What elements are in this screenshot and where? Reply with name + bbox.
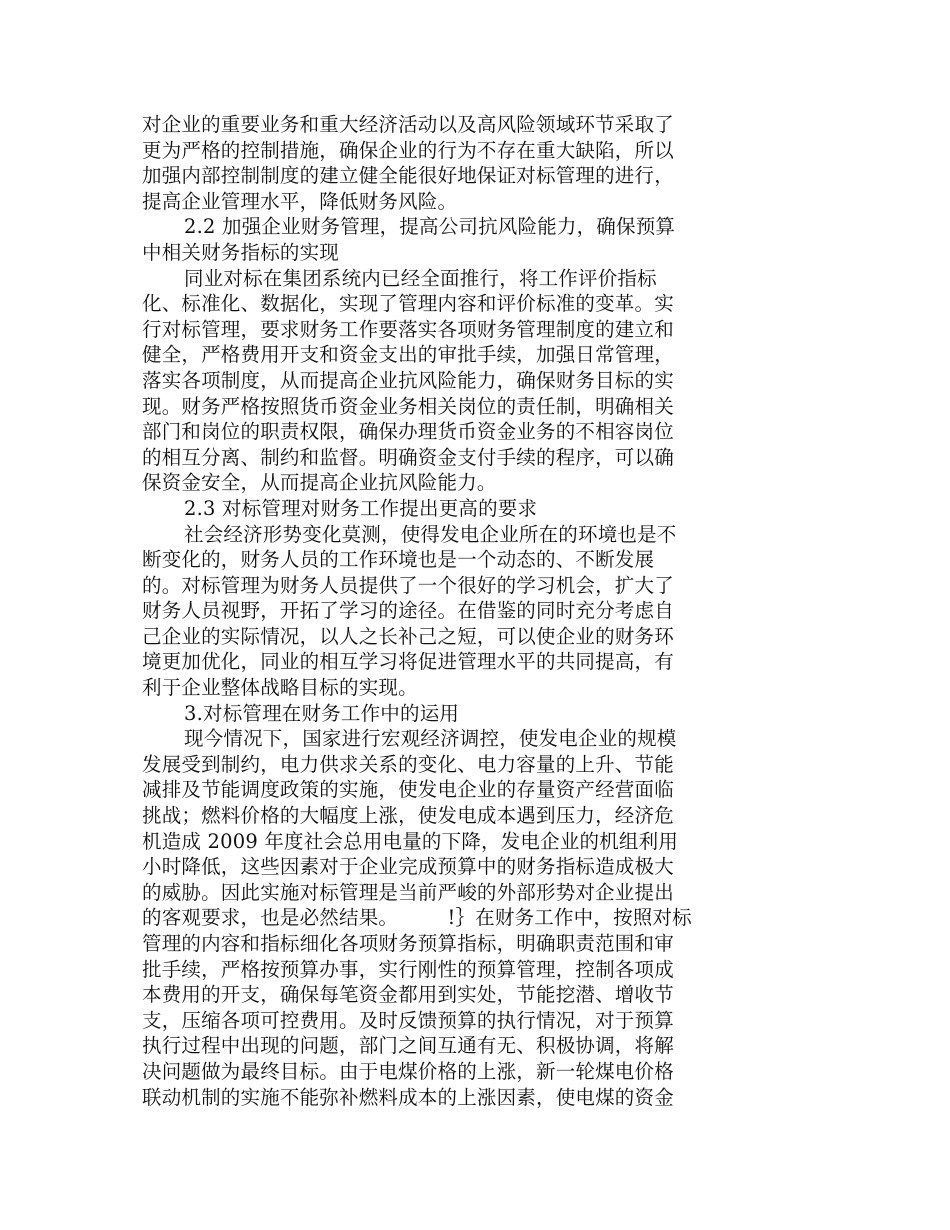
text-line: 联动机制的实施不能弥补燃料成本的上涨因素，使电煤的资金	[142, 1085, 674, 1109]
text-line: 健全，严格费用开支和资金支出的审批手续，加强日常管理，	[142, 343, 674, 367]
text-line: 决问题做为最终目标。由于电煤价格的上涨，新一轮煤电价格	[142, 1059, 674, 1083]
text-line: 保资金安全，从而提高企业抗风险能力。	[142, 471, 497, 495]
text-line: 化、标准化、数据化，实现了管理内容和评价标准的变革。实	[142, 292, 674, 316]
text-line: 境更加优化，同业的相互学习将促进管理水平的共同提高，有	[142, 650, 674, 674]
text-line: 的威胁。因此实施对标管理是当前严峻的外部形势对企业提出	[142, 880, 674, 904]
text-line: 现。财务严格按照货币资金业务相关岗位的责任制，明确相关	[142, 394, 674, 418]
text-line: 提高企业管理水平，降低财务风险。	[142, 189, 458, 213]
paragraph-start-line: 2.3 对标管理对财务工作提出更高的要求	[184, 496, 538, 520]
text-line: 的客观要求，也是必然结果。 !｝在财务工作中，按照对标	[142, 906, 692, 930]
text-line: 行对标管理，要求财务工作要落实各项财务管理制度的建立和	[142, 317, 674, 341]
text-line: 部门和岗位的职责权限，确保办理货币资金业务的不相容岗位	[142, 420, 674, 444]
text-line: 中相关财务指标的实现	[142, 240, 340, 264]
paragraph-start-line: 现今情况下，国家进行宏观经济调控，使发电企业的规模	[184, 727, 677, 751]
text-line: 的。对标管理为财务人员提供了一个很好的学习机会，扩大了	[142, 573, 674, 597]
text-line: 发展受到制约，电力供求关系的变化、电力容量的上升、节能	[142, 752, 674, 776]
text-line: 加强内部控制制度的建立健全能很好地保证对标管理的进行，	[142, 164, 674, 188]
paragraph-start-line: 同业对标在集团系统内已经全面推行，将工作评价指标	[184, 266, 657, 290]
paragraph-start-line: 社会经济形势变化莫测，使得发电企业所在的环境也是不	[184, 522, 677, 546]
text-line: 挑战；燃料价格的大幅度上涨，使发电成本遇到压力，经济危	[142, 804, 674, 828]
text-line: 管理的内容和指标细化各项财务预算指标，明确职责范围和审	[142, 932, 674, 955]
text-line: 更为严格的控制措施，确保企业的行为不存在重大缺陷，所以	[142, 138, 674, 162]
text-line: 执行过程中出现的问题，部门之间互通有无、积极协调，将解	[142, 1034, 674, 1058]
text-line: 本费用的开支，确保每笔资金都用到实处，节能挖潜、增收节	[142, 983, 674, 1007]
text-line: 落实各项制度，从而提高企业抗风险能力，确保财务目标的实	[142, 368, 674, 392]
text-line: 利于企业整体战略目标的实现。	[142, 676, 418, 700]
text-line: 机造成 2009 年度社会总用电量的下降，发电企业的机组利用	[142, 829, 679, 853]
text-line: 己企业的实际情况，以人之长补己之短，可以使企业的财务环	[142, 624, 674, 648]
text-line: 断变化的，财务人员的工作环境也是一个动态的、不断发展	[142, 548, 655, 572]
text-line: 减排及节能调度政策的实施，使发电企业的存量资产经营面临	[142, 778, 674, 802]
paragraph-start-line: 3.对标管理在财务工作中的运用	[184, 701, 460, 725]
text-line: 批手续，严格按预算办事，实行刚性的预算管理，控制各项成	[142, 957, 674, 981]
text-line: 对企业的重要业务和重大经济活动以及高风险领域环节采取了	[142, 113, 674, 136]
document-body	[142, 112, 742, 1110]
paragraph-start-line: 2.2 加强企业财务管理，提高公司抗风险能力，确保预算	[184, 215, 676, 239]
text-line: 财务人员视野，开拓了学习的途径。在借鉴的同时充分考虑自	[142, 599, 674, 623]
text-line: 支，压缩各项可控费用。及时反馈预算的执行情况，对于预算	[142, 1008, 674, 1032]
text-line: 的相互分离、制约和监督。明确资金支付手续的程序，可以确	[142, 445, 674, 469]
text-line: 小时降低，这些因素对于企业完成预算中的财务指标造成极大	[142, 855, 674, 879]
